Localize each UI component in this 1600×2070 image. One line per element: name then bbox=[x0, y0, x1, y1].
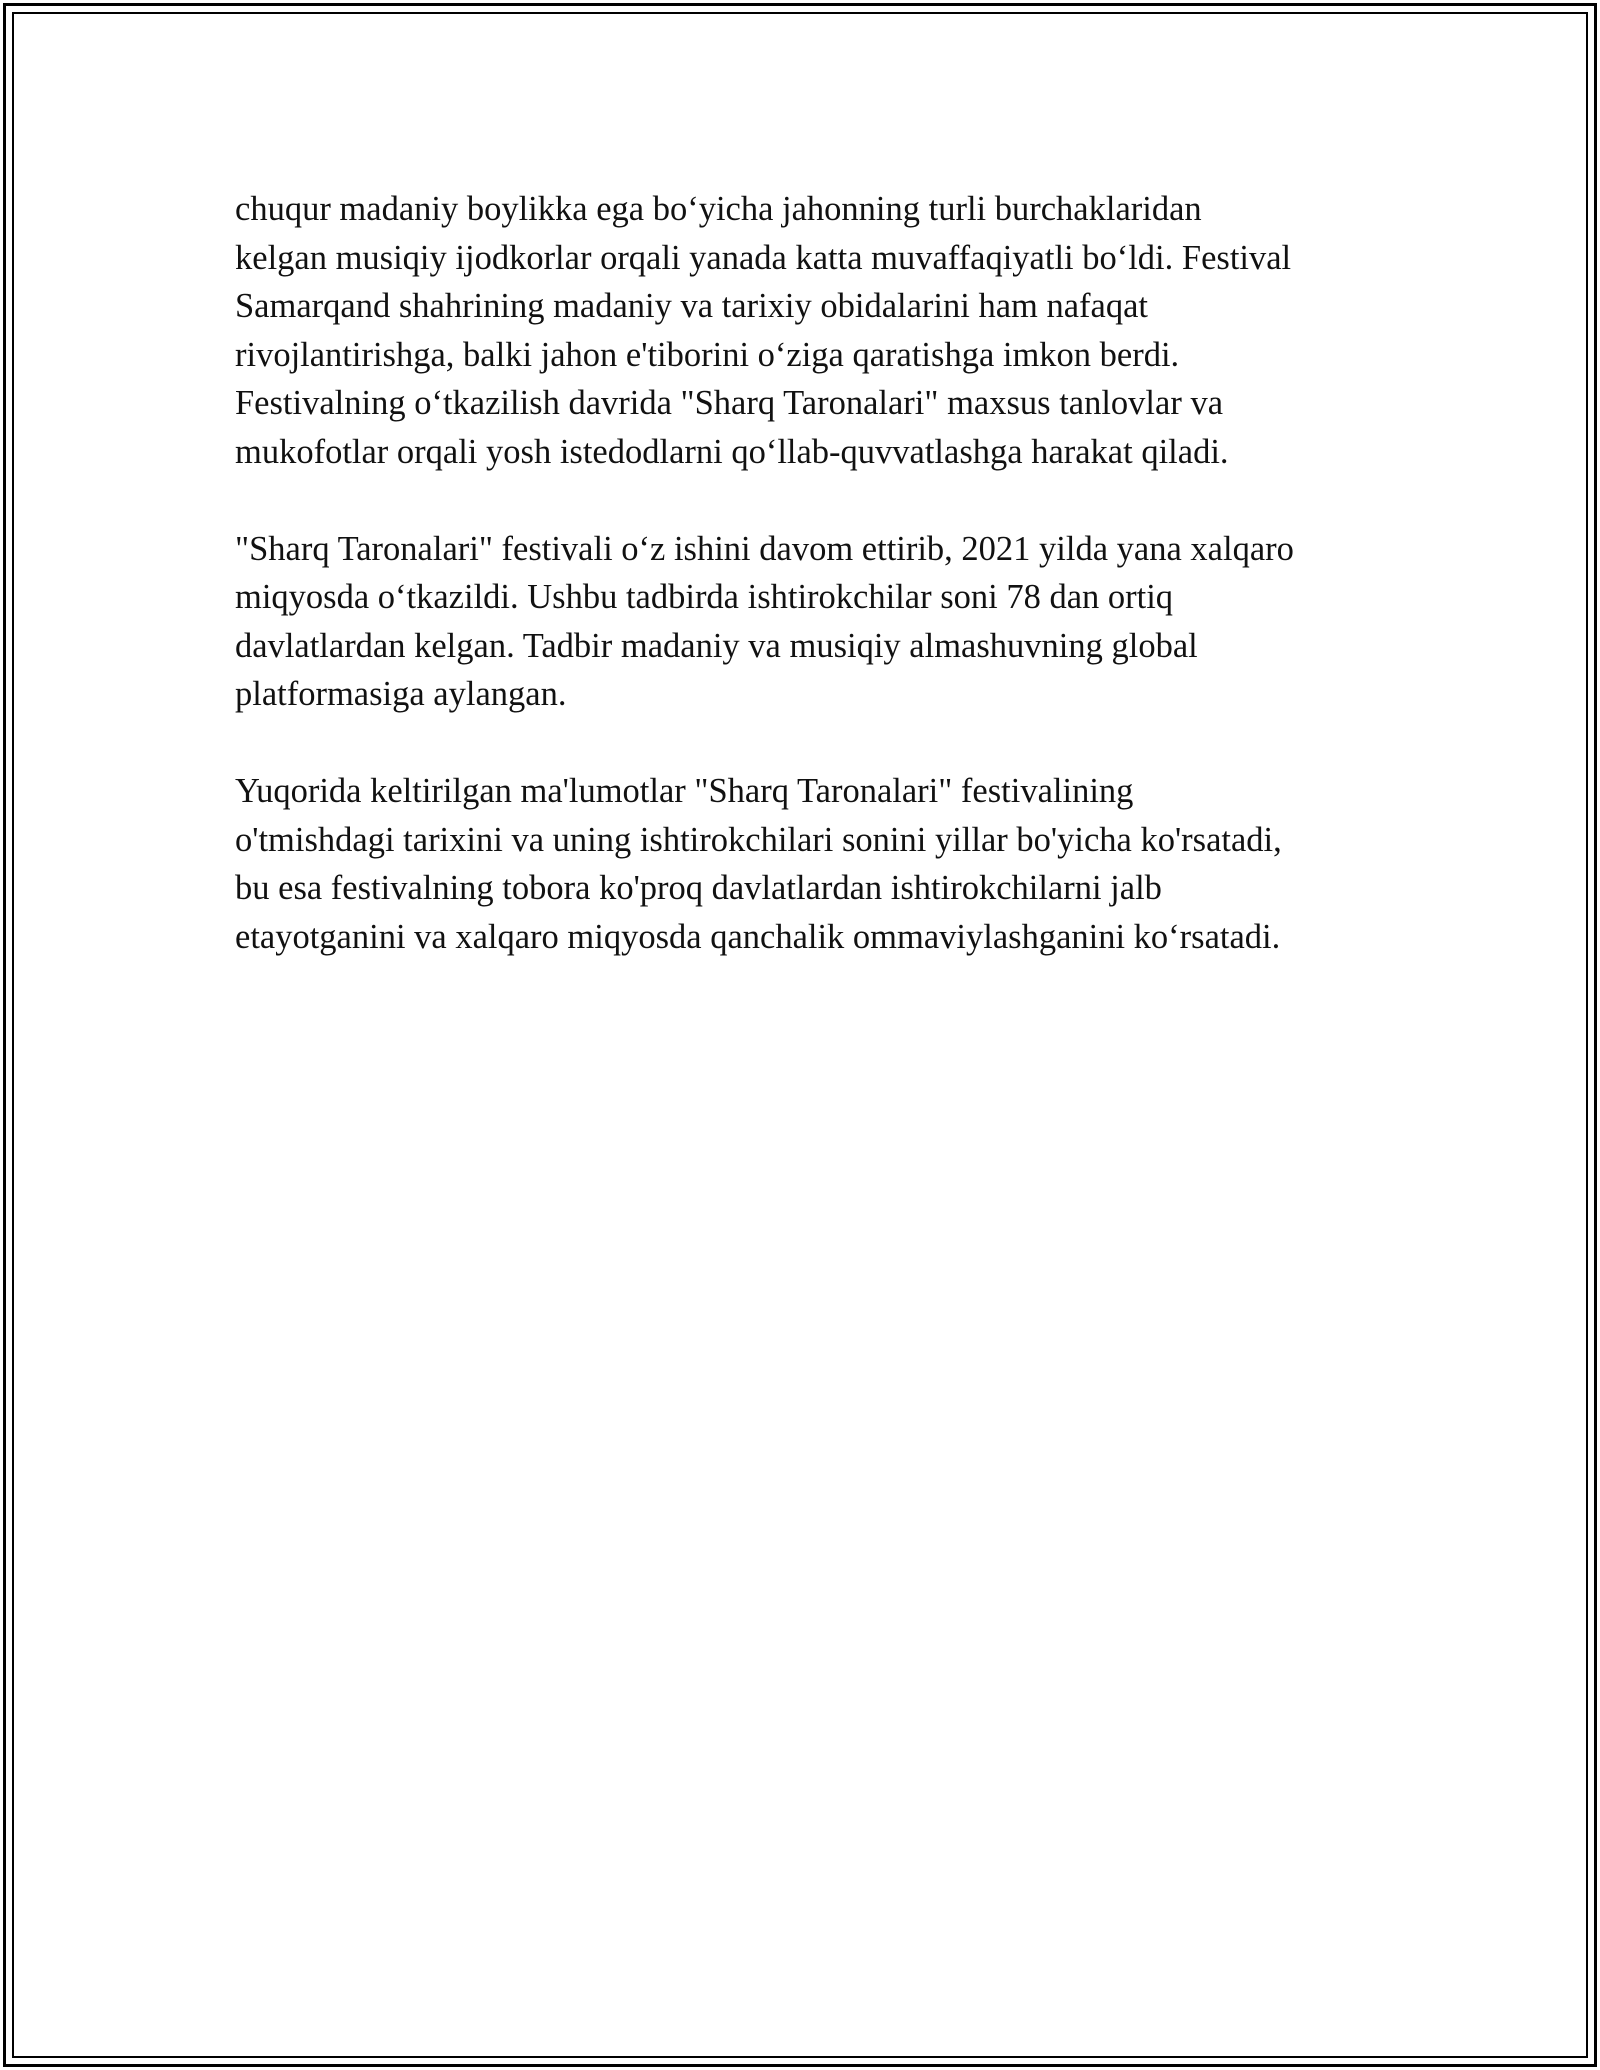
document-body bbox=[235, 185, 1405, 1010]
paragraph-line: davlatlardan kelgan. Tadbir madaniy va musiqiy almashuvning global bbox=[235, 626, 1198, 665]
paragraph-line: etayotganini va xalqaro miqyosda qanchalik ommaviylashganini ko‘rsatadi. bbox=[235, 917, 1281, 956]
paragraph-line: bu esa festivalning tobora ko'proq davlatlardan ishtirokchilarni jalb bbox=[235, 869, 1162, 907]
paragraph-line: mukofotlar orqali yosh istedodlarni qo‘llab-quvvatlashga harakat qiladi. bbox=[235, 432, 1229, 471]
paragraph-line: Festivalning o‘tkazilish davrida "Sharq Taronalari" maxsus tanlovlar va bbox=[235, 384, 1224, 422]
paragraph-line: o'tmishdagi tarixini va uning ishtirokchilari sonini yillar bo'yicha ko'rsatadi, bbox=[235, 820, 1282, 859]
paragraph-line: rivojlantirishga, balki jahon e'tiborini o‘ziga qaratishga imkon berdi. bbox=[235, 335, 1180, 374]
paragraph-line: chuqur madaniy boylikka ega bo‘yicha jahonning turli burchaklaridan bbox=[235, 190, 1202, 228]
paragraph-1 bbox=[235, 185, 1405, 476]
paragraph-2 bbox=[235, 525, 1405, 719]
paragraph-line: miqyosda o‘tkazildi. Ushbu tadbirda ishtirokchilar soni 78 dan ortiq bbox=[235, 578, 1174, 616]
paragraph-line: "Sharq Taronalari" festivali o‘z ishini davom ettirib, 2021 yilda yana xalqaro bbox=[235, 529, 1294, 568]
paragraph-line: platformasiga aylangan. bbox=[235, 675, 567, 713]
paragraph-line: Samarqand shahrining madaniy va tarixiy obidalarini ham nafaqat bbox=[235, 287, 1149, 325]
paragraph-3 bbox=[235, 767, 1405, 961]
paragraph-line: kelgan musiqiy ijodkorlar orqali yanada katta muvaffaqiyatli bo‘ldi. Festival bbox=[235, 238, 1292, 277]
paragraph-line: Yuqorida keltirilgan ma'lumotlar "Sharq Taronalari" festivalining bbox=[235, 772, 1134, 810]
